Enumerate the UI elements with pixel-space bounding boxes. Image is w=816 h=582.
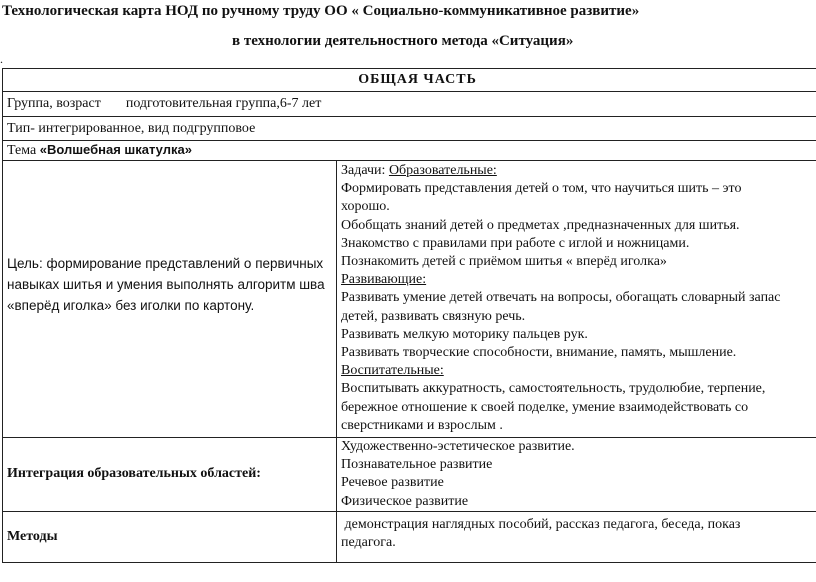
tasks-dev-item: детей, развивать связную речь. bbox=[341, 308, 526, 324]
integration-item: Познавательное развитие bbox=[341, 457, 493, 473]
tasks-edu-heading-line bbox=[341, 162, 816, 180]
group-row bbox=[3, 92, 816, 117]
theme-row bbox=[3, 141, 816, 161]
type-row bbox=[3, 117, 816, 141]
integration-row bbox=[3, 438, 816, 512]
tasks-prefix: Задачи: bbox=[341, 163, 386, 178]
tasks-up-heading: Воспитательные: bbox=[341, 363, 444, 379]
section-title-row bbox=[3, 69, 816, 92]
theme-value: «Волшебная шкатулка» bbox=[39, 142, 192, 157]
theme-label: Тема bbox=[7, 143, 37, 158]
tasks-edu-item: Знакомство с правилами при работе с иглой и ножницами. bbox=[341, 235, 690, 251]
tasks-dev-heading: Развивающие: bbox=[341, 272, 427, 288]
methods-line: педагога. bbox=[341, 535, 396, 551]
tasks-edu-heading: Образовательные: bbox=[388, 163, 497, 178]
tasks-dev-item: Развивать умение детей отвечать на вопросы, обогащать словарный запас bbox=[341, 290, 781, 306]
tasks-up-item: сверстниками и взрослым . bbox=[341, 417, 503, 433]
methods-row bbox=[3, 511, 816, 562]
methods-cell bbox=[337, 511, 816, 562]
document-subtitle: в технологии деятельностного метода «Ситуация» bbox=[232, 33, 574, 49]
theme-cell bbox=[3, 141, 816, 161]
tasks-dev-item: Развивать мелкую моторику пальцев рук. bbox=[341, 326, 588, 342]
group-label: Группа, возраст bbox=[7, 96, 101, 111]
goal-tasks-row bbox=[3, 161, 816, 438]
methods-label: Методы bbox=[3, 511, 337, 562]
methods-line: демонстрация наглядных пособий, рассказ педагога, беседа, показ bbox=[341, 516, 741, 532]
section-title: ОБЩАЯ ЧАСТЬ bbox=[3, 69, 816, 92]
integration-item: Физическое развитие bbox=[341, 493, 469, 509]
tasks-up-item: бережное отношение к своей поделке, умение взаимодействовать со bbox=[341, 399, 749, 415]
group-cell bbox=[3, 92, 816, 117]
tasks-cell bbox=[337, 161, 816, 438]
integration-item: Художественно-эстетическое развитие. bbox=[341, 439, 575, 455]
document-title: Технологическая карта НОД по ручному труду ОО « Социально-коммуникативное развитие» bbox=[2, 3, 640, 19]
tech-map-table bbox=[2, 68, 816, 563]
tasks-edu-item: Формировать представления детей о том, что научиться шить – это bbox=[341, 181, 742, 197]
tasks-edu-item: хорошо. bbox=[341, 199, 390, 215]
integration-item: Речевое развитие bbox=[341, 475, 444, 491]
group-value: подготовительная группа,6-7 лет bbox=[125, 96, 322, 111]
stray-dot: . bbox=[0, 52, 3, 66]
tasks-edu-item: Обобщать знаний детей о предметах ,предназначенных для шитья. bbox=[341, 217, 740, 233]
integration-label: Интеграция образовательных областей: bbox=[3, 438, 337, 512]
type-cell: Тип- интегрированное, вид подгрупповое bbox=[3, 117, 816, 141]
tasks-edu-item: Познакомить детей с приёмом шитья « вперёд иголка» bbox=[341, 254, 667, 270]
goal-cell: Цель: формирование представлений о первичных навыках шитья и умения выполнять алгоритм шва «вперёд иголка» без иголки по картону. bbox=[3, 161, 337, 438]
integration-cell bbox=[337, 438, 816, 512]
tasks-dev-item: Развивать творческие способности, внимание, память, мышление. bbox=[341, 345, 737, 361]
tasks-up-item: Воспитывать аккуратность, самостоятельность, трудолюбие, терпение, bbox=[341, 381, 766, 397]
